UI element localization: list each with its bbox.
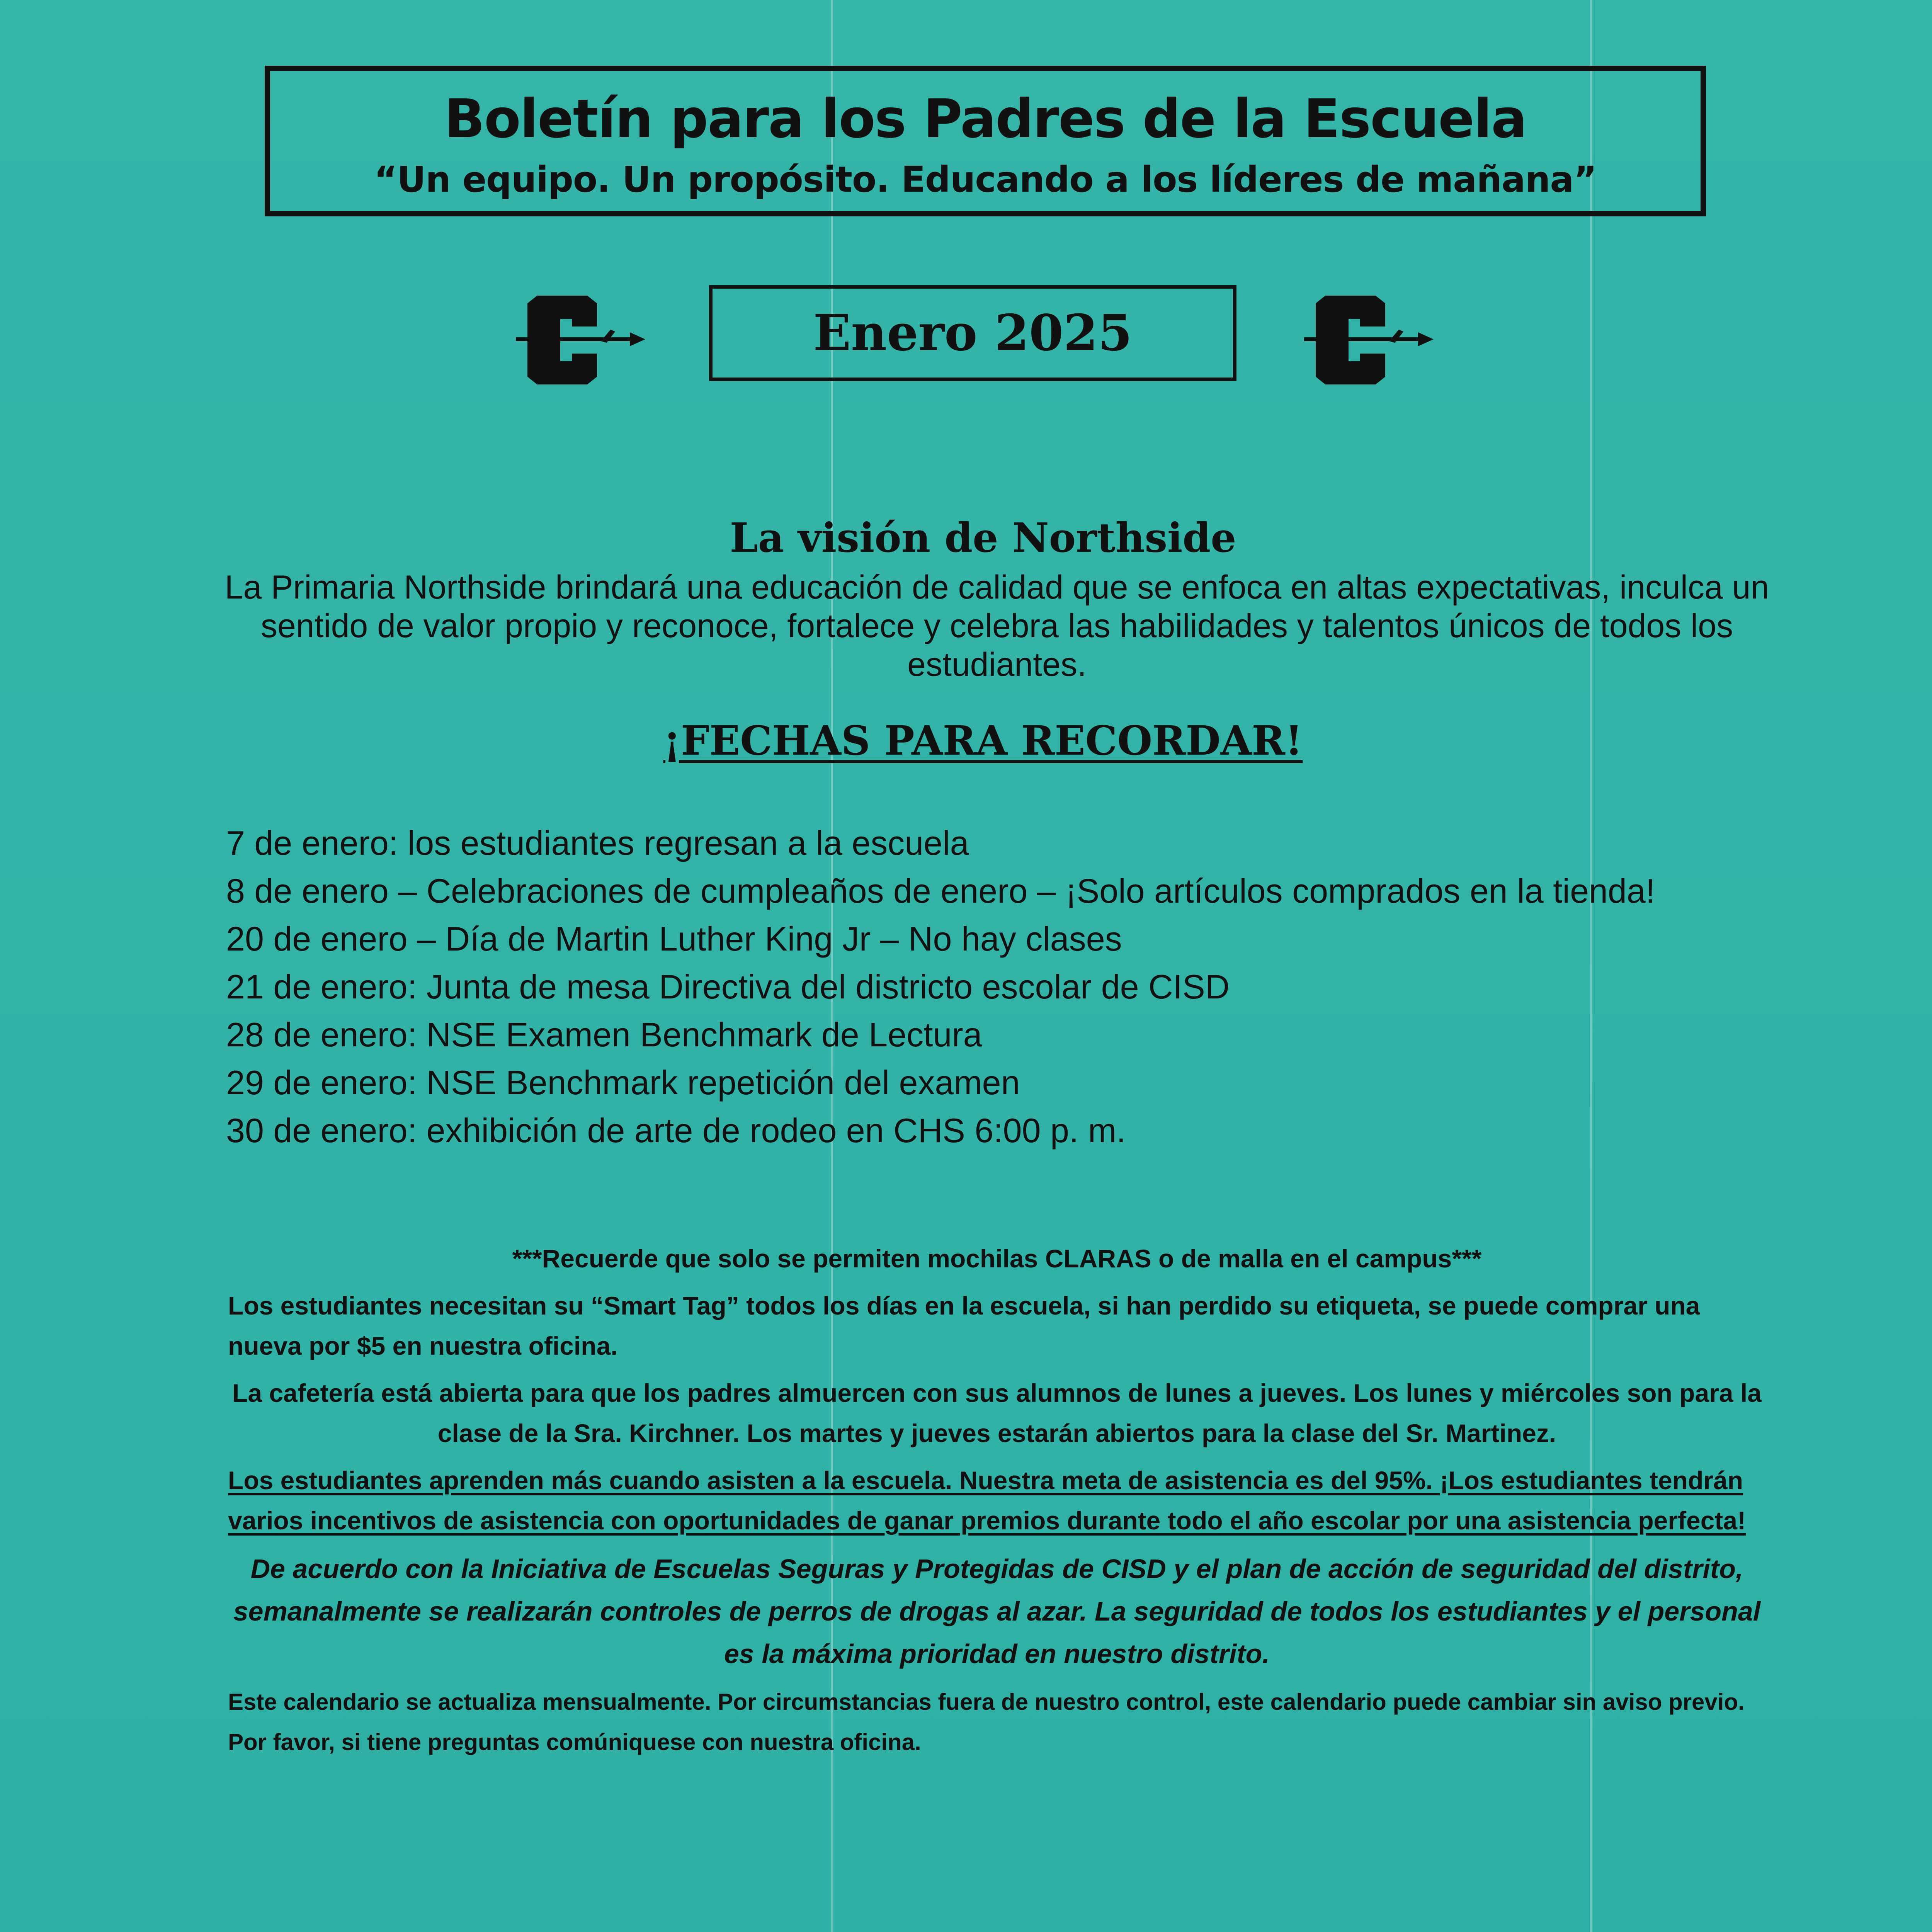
date-item: 7 de enero: los estudiantes regresan a la escuela bbox=[226, 824, 969, 862]
date-item: 8 de enero – Celebraciones de cumpleaños de enero – ¡Solo artículos comprados en la tienda! bbox=[226, 872, 1655, 910]
date-item: 29 de enero: NSE Benchmark repetición del examen bbox=[226, 1063, 1020, 1102]
dates-title: ¡FECHAS PARA RECORDAR! bbox=[663, 717, 1303, 764]
date-item: 28 de enero: NSE Examen Benchmark de Lectura bbox=[226, 1015, 982, 1054]
safety-note: De acuerdo con la Iniciativa de Escuelas Seguras y Protegidas de CISD y el plan de acción de seguridad del distrito, semanalmente se realizarán controles de perros de drogas al azar. La seguridad de todos los estudiantes y el personal es la máxima prioridad en nuestro distrito. bbox=[233, 1554, 1761, 1669]
date-item: 21 de enero: Junta de mesa Directiva del districto escolar de CISD bbox=[226, 968, 1230, 1006]
cafeteria-note: La cafetería está abierta para que los padres almuercen con sus alumnos de lunes a jueves. Los lunes y miércoles son para la clase de la Sra. Kirchner. Los martes y jueves estarán abiertos para la clase del Sr. Martinez. bbox=[232, 1379, 1762, 1447]
header-box bbox=[265, 66, 1706, 216]
newsletter-title: Boletín para los Padres de la Escuela bbox=[444, 88, 1527, 150]
newsletter-motto: “Un equipo. Un propósito. Educando a los líderes de mañana” bbox=[374, 159, 1597, 200]
smart-tag-note: Los estudiantes necesitan su “Smart Tag” todos los días en la escuela, si han perdido su etiqueta, se puede comprar una nueva por $5 en nuestra oficina. bbox=[228, 1291, 1700, 1360]
month-heading: Enero 2025 bbox=[709, 285, 1236, 381]
calendar-note: Este calendario se actualiza mensualmente. Por circumstancias fuera de nuestro control, este calendario puede cambiar sin aviso previo. Por favor, si tiene preguntas comúniquese con nuestra oficina. bbox=[228, 1689, 1745, 1755]
school-c-arrow-logo-icon bbox=[1302, 284, 1434, 396]
vision-title: La visión de Northside bbox=[730, 514, 1236, 561]
date-item: 30 de enero: exhibición de arte de rodeo en CHS 6:00 p. m. bbox=[226, 1111, 1126, 1150]
school-c-arrow-logo-icon bbox=[514, 284, 645, 396]
attendance-note: Los estudiantes aprenden más cuando asisten a la escuela. Nuestra meta de asistencia es del 95%. ¡Los estudiantes tendrán varios incentivos de asistencia con oportunidades de ganar premios durante todo el año escolar por una asistencia perfecta! bbox=[228, 1466, 1746, 1535]
dates-list bbox=[226, 819, 1655, 1155]
backpack-note: ***Recuerde que solo se permiten mochilas CLARAS o de malla en el campus*** bbox=[512, 1244, 1482, 1273]
date-item: 20 de enero – Día de Martin Luther King Jr – No hay clases bbox=[226, 920, 1122, 958]
notes-section bbox=[228, 1238, 1766, 1769]
vision-statement: La Primaria Northside brindará una educación de calidad que se enfoca en altas expectativas, inculca un sentido de valor propio y reconoce, fortalece y celebra las habilidades y talentos únicos de todos los estudiantes. bbox=[224, 569, 1769, 683]
